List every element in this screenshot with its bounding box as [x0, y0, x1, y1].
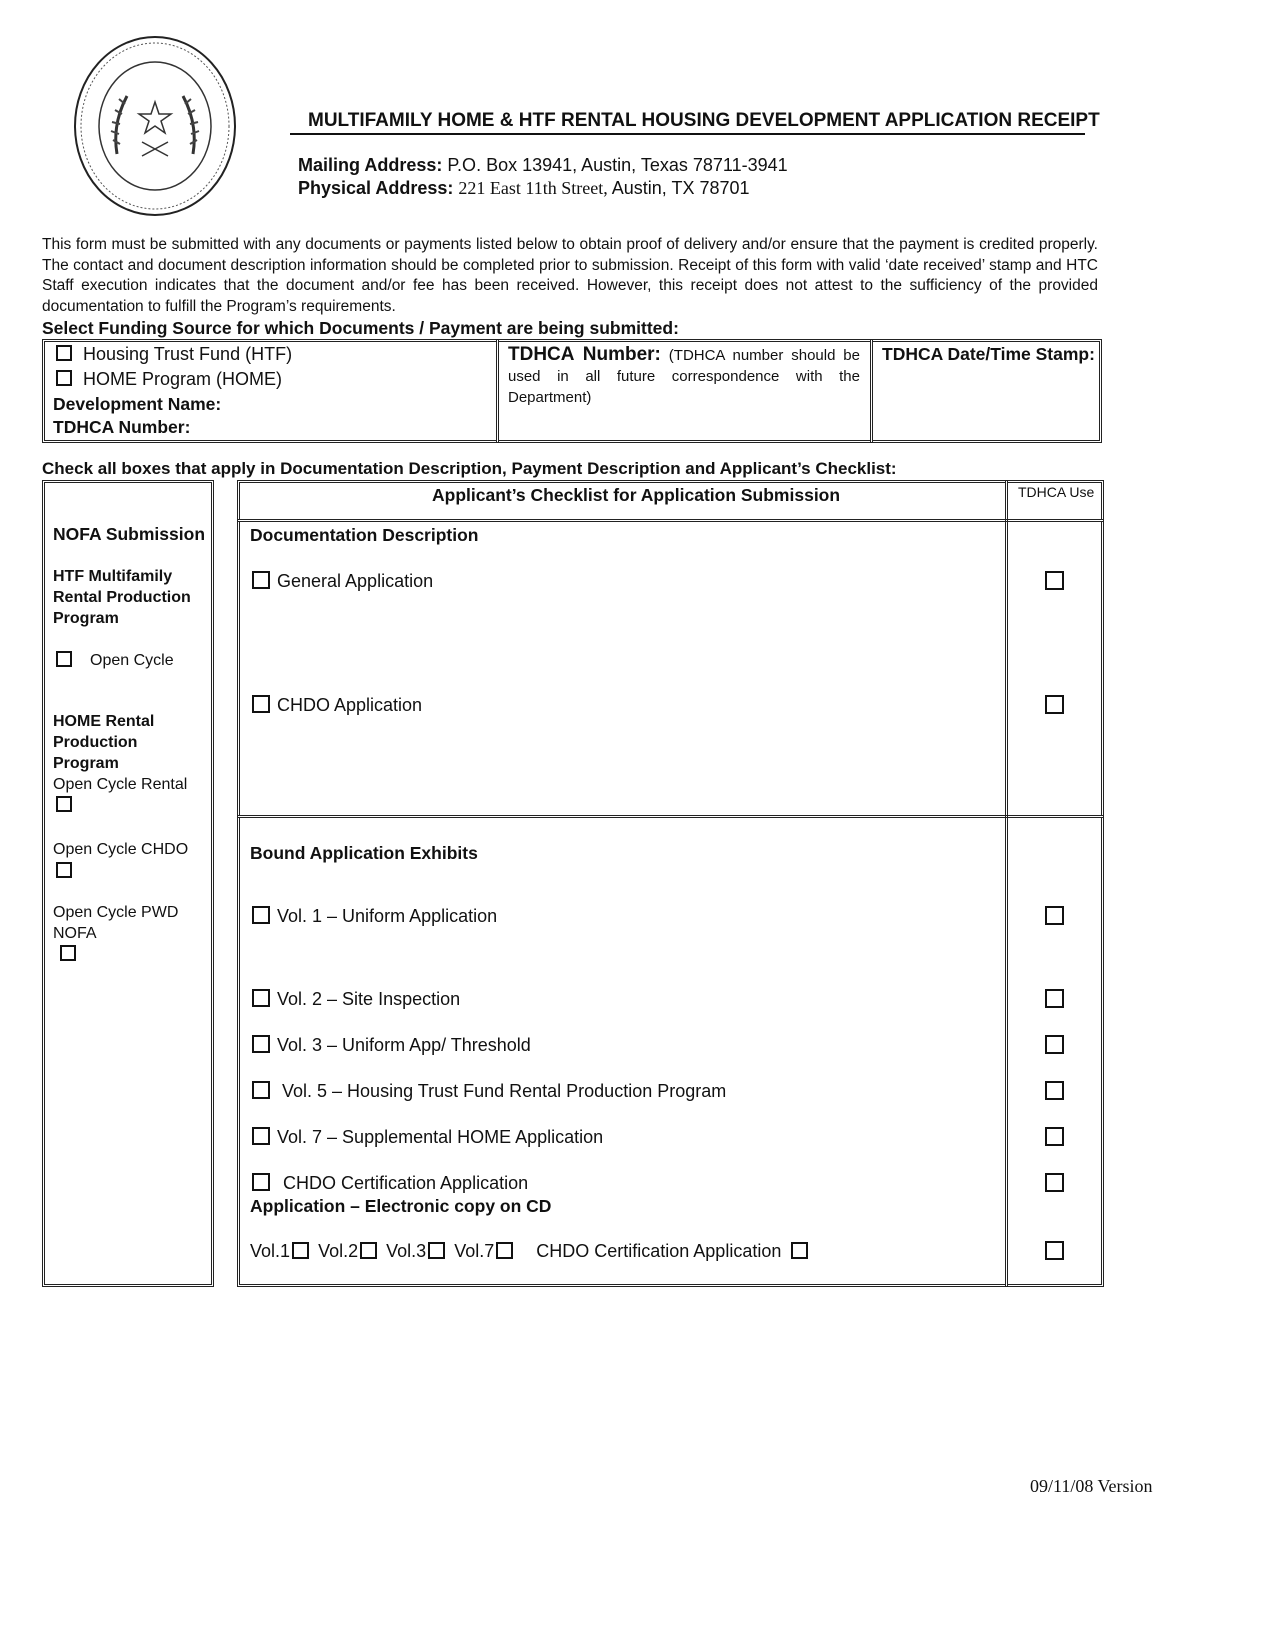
version-footer: 09/11/08 Version [1030, 1476, 1153, 1496]
general-application-tdhca-checkbox[interactable] [1045, 571, 1064, 590]
chdo-application-label: CHDO Application [277, 695, 423, 715]
documentation-tdhca-column [1005, 519, 1104, 818]
chdo-certification-tdhca-checkbox[interactable] [1045, 1173, 1064, 1192]
open-cycle-chdo-checkbox[interactable] [56, 862, 72, 878]
htf-program-title: HTF Multifamily Rental Production Program [53, 568, 191, 627]
open-cycle-pwd-label: Open Cycle PWD NOFA [53, 904, 179, 942]
cd-heading: Application – Electronic copy on CD [250, 1196, 552, 1216]
documentation-heading: Documentation Description [250, 525, 479, 545]
tdhca-number-label: TDHCA Number: [53, 417, 191, 437]
mailing-address-value: P.O. Box 13941, Austin, Texas 78711-3941 [447, 155, 788, 175]
general-application-label: General Application [277, 571, 434, 591]
open-cycle-chdo-label: Open Cycle CHDO [53, 841, 189, 858]
vol7-checkbox[interactable] [252, 1127, 270, 1145]
cd-items-row [250, 1240, 812, 1262]
cd-vol2-checkbox[interactable] [360, 1242, 377, 1259]
open-cycle-rental-label: Open Cycle Rental [53, 776, 188, 793]
vol3-tdhca-checkbox[interactable] [1045, 1035, 1064, 1054]
htf-funding-checkbox[interactable] [56, 345, 72, 361]
funding-heading: Select Funding Source for which Documents / Payment are being submitted: [42, 318, 679, 338]
physical-address-city: Austin, TX 78701 [611, 178, 750, 198]
physical-address-street: 221 East 11th Street, [458, 178, 608, 198]
mailing-address-label: Mailing Address: [298, 155, 443, 175]
vol1-tdhca-checkbox[interactable] [1045, 906, 1064, 925]
tdhca-number-note: (TDHCA number should be used in all future correspondence with the Department) [508, 347, 860, 406]
cd-vol7-label: Vol.7 [454, 1241, 495, 1261]
intro-paragraph: This form must be submitted with any documents or payments listed below to obtain proof of delivery and/or ensure that the payment is credited properly. The contact and document description information should be completed prior to submission. Receipt of this form with valid ‘date received’ stamp and HTC Staff execution indicates that the document and/or fee has been received. However, this receipt does not attest to the sufficiency of the provided documentation to fulfill the Program’s requirements. [42, 236, 1098, 315]
cd-vol1-checkbox[interactable] [292, 1242, 309, 1259]
cd-chdo-label: CHDO Certification Application [536, 1241, 782, 1261]
vol2-label: Vol. 2 – Site Inspection [277, 989, 461, 1009]
vol7-tdhca-checkbox[interactable] [1045, 1127, 1064, 1146]
documentation-section [237, 519, 1008, 818]
state-seal [72, 34, 238, 218]
vol2-tdhca-checkbox[interactable] [1045, 989, 1064, 1008]
vol7-label: Vol. 7 – Supplemental HOME Application [277, 1127, 604, 1147]
bound-heading: Bound Application Exhibits [250, 843, 478, 863]
general-application-checkbox[interactable] [252, 571, 270, 589]
date-stamp-label: TDHCA Date/Time Stamp: [882, 344, 1095, 364]
cd-vol7-checkbox[interactable] [496, 1242, 513, 1259]
cd-vol3-checkbox[interactable] [428, 1242, 445, 1259]
home-funding-checkbox[interactable] [56, 370, 72, 386]
open-cycle-checkbox[interactable] [56, 651, 72, 667]
open-cycle-pwd-checkbox[interactable] [60, 945, 76, 961]
chdo-application-tdhca-checkbox[interactable] [1045, 695, 1064, 714]
check-all-heading: Check all boxes that apply in Documentation Description, Payment Description and Applicant’s Checklist: [42, 459, 897, 478]
physical-address-label: Physical Address: [298, 178, 454, 198]
physical-address [298, 177, 750, 199]
cd-vol3-label: Vol.3 [386, 1241, 427, 1261]
tdhca-number-heading: TDHCA Number: [508, 344, 661, 365]
chdo-certification-label: CHDO Certification Application [283, 1173, 529, 1193]
vol1-checkbox[interactable] [252, 906, 270, 924]
vol3-checkbox[interactable] [252, 1035, 270, 1053]
home-funding-label: HOME Program (HOME) [83, 369, 283, 389]
open-cycle-label: Open Cycle [90, 652, 174, 669]
cd-vol1-label: Vol.1 [250, 1241, 291, 1261]
vol1-label: Vol. 1 – Uniform Application [277, 906, 498, 926]
title-rule [290, 133, 1085, 135]
form-title: MULTIFAMILY HOME & HTF RENTAL HOUSING DEVELOPMENT APPLICATION RECEIPT [308, 110, 1100, 131]
htf-funding-label: Housing Trust Fund (HTF) [83, 344, 293, 364]
chdo-application-checkbox[interactable] [252, 695, 270, 713]
cd-chdo-checkbox[interactable] [791, 1242, 808, 1259]
tdhca-number-block [508, 344, 860, 408]
vol3-label: Vol. 3 – Uniform App/ Threshold [277, 1035, 531, 1055]
tdhca-use-label: TDHCA Use [1018, 484, 1095, 500]
nofa-title: NOFA Submission [53, 524, 206, 544]
vol5-label: Vol. 5 – Housing Trust Fund Rental Production Program [282, 1081, 727, 1101]
vol2-checkbox[interactable] [252, 989, 270, 1007]
vol5-checkbox[interactable] [252, 1081, 270, 1099]
home-program-title: HOME Rental Production Program [53, 713, 155, 772]
mailing-address [298, 154, 788, 176]
open-cycle-rental-checkbox[interactable] [56, 796, 72, 812]
chdo-certification-checkbox[interactable] [252, 1173, 270, 1191]
cd-vol2-label: Vol.2 [318, 1241, 359, 1261]
vol5-tdhca-checkbox[interactable] [1045, 1081, 1064, 1100]
checklist-title: Applicant’s Checklist for Application Submission [432, 485, 841, 505]
development-name-label: Development Name: [53, 394, 222, 414]
cd-tdhca-checkbox[interactable] [1045, 1241, 1064, 1260]
